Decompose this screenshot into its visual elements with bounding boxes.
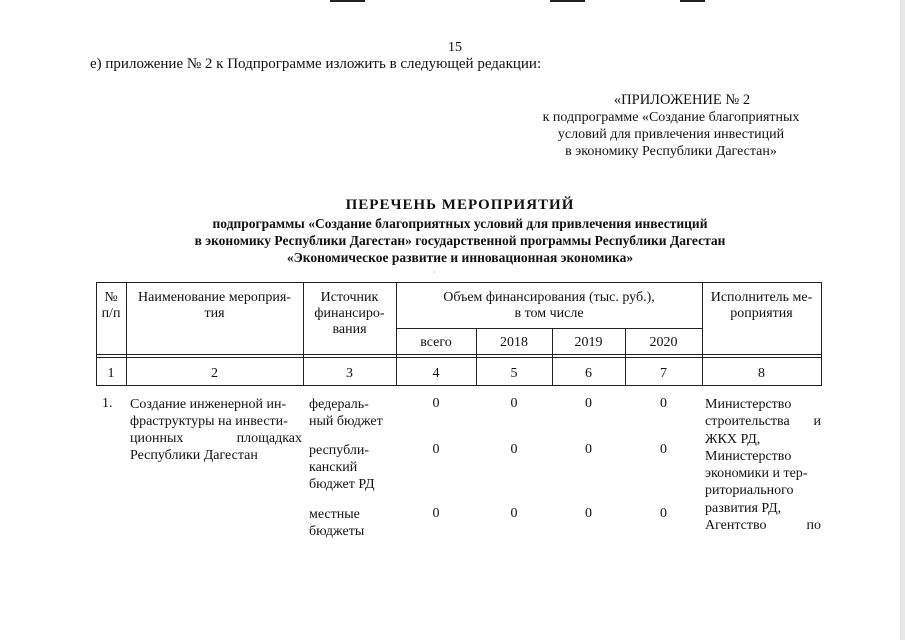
row-number: 1. (102, 396, 113, 411)
column-number: 8 (758, 366, 765, 381)
value-total: 0 (432, 506, 440, 521)
executor-line: развития РД, (705, 500, 782, 516)
column-number: 5 (510, 366, 518, 381)
appendix-block (530, 92, 812, 160)
executor-cell (705, 396, 821, 534)
measure-name-word: ционных (130, 431, 184, 446)
header-executor (702, 290, 821, 322)
intro-paragraph: е) приложение № 2 к Подпрограмме изложить в следующей редакции: (90, 56, 542, 72)
source-line: федераль- (309, 397, 369, 412)
source-republic (309, 442, 399, 493)
header-num-line: п/п (101, 306, 121, 321)
header-volume-line: в том числе (514, 306, 584, 321)
appendix-line: в экономику Республики Дагестан» (565, 144, 777, 159)
value-2020: 0 (660, 442, 667, 457)
column-number: 4 (432, 366, 440, 381)
executor-word: Агентство (705, 518, 767, 534)
source-line: ный бюджет (309, 414, 383, 429)
appendix-line: условий для привлечения инвестиций (557, 127, 785, 142)
column-number: 1 (107, 366, 115, 381)
page-number: 15 (448, 40, 462, 55)
column-number: 3 (346, 366, 353, 381)
appendix-title: «ПРИЛОЖЕНИЕ № 2 (613, 92, 751, 108)
measure-name (130, 396, 302, 464)
header-name (126, 290, 303, 322)
header-volume-line: Объем финансирования (тыс. руб.), (443, 290, 655, 305)
source-line: канский (309, 460, 358, 475)
header-num (96, 290, 126, 322)
column-number: 7 (660, 366, 667, 381)
executor-line: риториального (705, 483, 794, 499)
measure-name-line: фраструктуры на инвести- (130, 414, 288, 429)
column-number: 6 (585, 366, 592, 381)
table-border-header-bottom (96, 354, 822, 355)
value-2018: 0 (510, 396, 518, 411)
header-source-line: вания (332, 322, 367, 337)
source-federal (309, 396, 399, 430)
measure-name-word: площадках (236, 431, 302, 446)
executor-word: строительства (705, 414, 790, 430)
value-total: 0 (432, 442, 440, 457)
measure-name-line: Создание инженерной ин- (130, 397, 287, 412)
header-source (303, 290, 396, 338)
header-num-line: № (104, 290, 118, 305)
source-line: республи- (309, 443, 369, 458)
executor-line: Министерство (705, 397, 792, 412)
header-executor-line: роприятия (730, 306, 793, 321)
executor-line (705, 517, 821, 534)
header-name-line: Наименование мероприя- (138, 290, 291, 305)
source-local (309, 506, 399, 540)
header-total: всего (420, 335, 452, 350)
value-2019: 0 (585, 442, 592, 457)
table-border-header-bottom-double (96, 357, 822, 358)
heading-line: подпрограммы «Создание благоприятных условий для привлечения инвестиций (212, 216, 708, 231)
scan-artifact-line (550, 0, 585, 2)
scan-speck: · (433, 268, 436, 277)
table-border-numbers-bottom (96, 385, 822, 386)
value-2019: 0 (585, 396, 592, 411)
measure-name-line: Республики Дагестан (130, 448, 258, 463)
header-year-2020: 2020 (649, 335, 678, 350)
table-border-subheader (396, 328, 702, 329)
executor-line: экономики и тер- (705, 466, 808, 482)
header-source-line: Источник (320, 290, 379, 305)
appendix-line: к подпрограмме «Создание благоприятных (542, 110, 800, 125)
executor-word: и (813, 414, 821, 430)
value-total: 0 (432, 396, 440, 411)
value-2019: 0 (585, 506, 592, 521)
scan-right-edge (900, 0, 905, 640)
scan-artifact-line (330, 0, 365, 2)
measure-name-line (130, 430, 302, 447)
source-line: бюджеты (309, 524, 365, 539)
executor-line: Министерство (705, 448, 792, 464)
value-2020: 0 (660, 506, 667, 521)
header-volume (396, 290, 702, 322)
executor-word: по (806, 518, 821, 534)
scan-artifact-line (680, 0, 705, 2)
document-heading (100, 196, 820, 266)
heading-line: «Экономическое развитие и инновационная экономика» (286, 250, 634, 265)
source-line: местные (309, 507, 360, 522)
heading-line: в экономику Республики Дагестан» государственной программы Республики Дагестан (194, 233, 726, 248)
source-line: бюджет РД (309, 477, 375, 492)
header-executor-line: Исполнитель ме- (710, 290, 813, 305)
value-2018: 0 (510, 506, 518, 521)
header-year-2018: 2018 (500, 335, 528, 350)
table-border-top (96, 282, 822, 283)
table-border-right (821, 282, 822, 386)
header-source-line: финансиро- (314, 306, 385, 321)
value-2018: 0 (510, 442, 518, 457)
heading-title: ПЕРЕЧЕНЬ МЕРОПРИЯТИЙ (345, 197, 575, 213)
column-number: 2 (211, 366, 218, 381)
header-year-2019: 2019 (574, 335, 603, 350)
header-name-line: тия (204, 306, 225, 321)
executor-line (705, 413, 821, 430)
executor-line: ЖКХ РД, (705, 431, 761, 447)
value-2020: 0 (660, 396, 667, 411)
